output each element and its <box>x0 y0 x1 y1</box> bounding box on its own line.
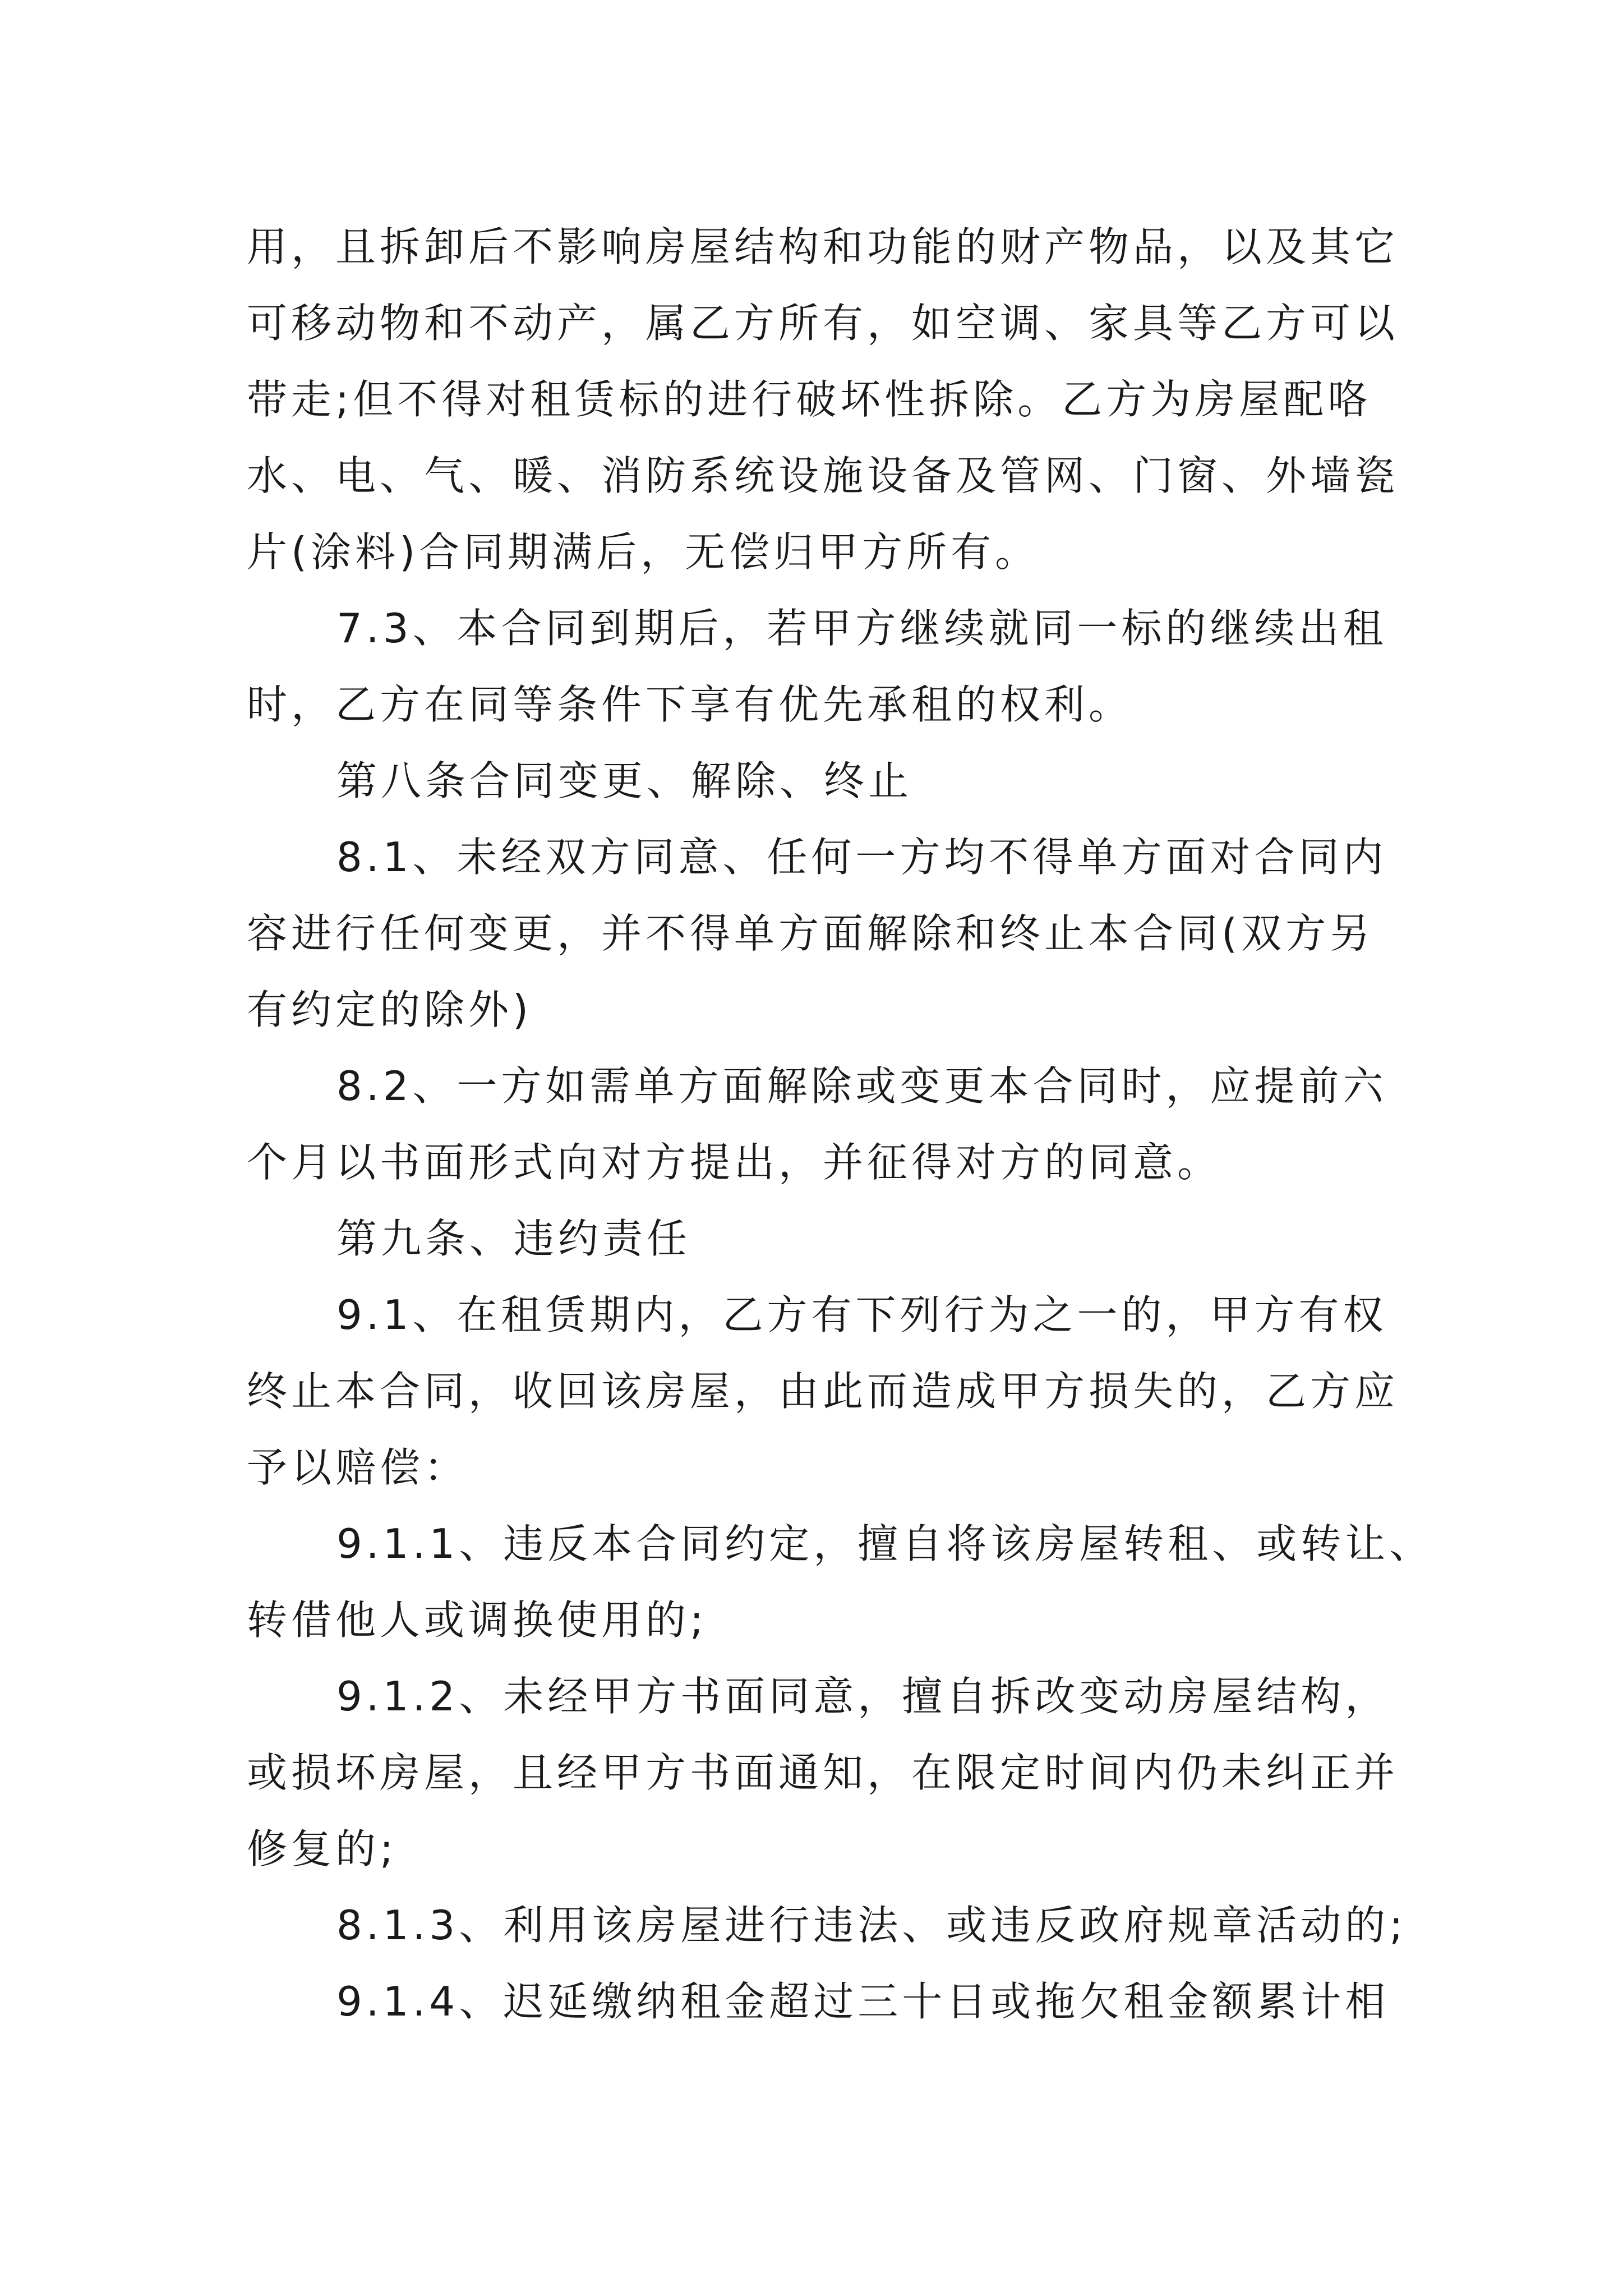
text-line: 容进行任何变更，并不得单方面解除和终止本合同(双方另 <box>247 910 1375 957</box>
text-line: 可移动物和不动产，属乙方所有，如空调、家具等乙方可以 <box>247 300 1399 347</box>
text-line: 用，且拆卸后不影响房屋结构和功能的财产物品，以及其它 <box>247 223 1399 270</box>
clause-9-1-1-line: 9.1.1、违反本合同约定，擅自将该房屋转租、或转让、 <box>336 1520 1434 1567</box>
text-line: 予以赔偿： <box>247 1444 469 1491</box>
text-line: 修复的; <box>247 1825 398 1872</box>
text-line: 终止本合同，收回该房屋，由此而造成甲方损失的，乙方应 <box>247 1368 1399 1415</box>
text-line: 个月以书面形式向对方提出，并征得对方的同意。 <box>247 1139 1222 1186</box>
clause-9-1-4-line: 9.1.4、迟延缴纳租金超过三十日或拖欠租金额累计相 <box>336 1978 1390 2025</box>
text-line: 有约定的除外) <box>247 986 533 1033</box>
clause-8-2-line: 8.2、一方如需单方面解除或变更本合同时，应提前六 <box>336 1062 1387 1110</box>
clause-7-3-line: 7.3、本合同到期后，若甲方继续就同一标的继续出租 <box>336 605 1387 652</box>
text-line: 水、电、气、暖、消防系统设施设备及管网、门窗、外墙瓷 <box>247 452 1399 499</box>
clause-9-1-line: 9.1、在租赁期内，乙方有下列行为之一的，甲方有权 <box>336 1291 1387 1338</box>
article-9-heading: 第九条、违约责任 <box>336 1215 691 1262</box>
text-line: 带走;但不得对租赁标的进行破坏性拆除。乙方为房屋配咯 <box>247 376 1372 423</box>
clause-9-1-2-line: 9.1.2、未经甲方书面同意，擅自拆改变动房屋结构， <box>336 1673 1390 1720</box>
contract-text-body <box>247 209 1434 2040</box>
clause-8-1-3-line: 8.1.3、利用该房屋进行违法、或违反政府规章活动的; <box>336 1902 1407 1949</box>
text-line: 时，乙方在同等条件下享有优先承租的权利。 <box>247 681 1133 728</box>
article-8-heading: 第八条合同变更、解除、终止 <box>336 757 913 804</box>
text-line: 或损坏房屋，且经甲方书面通知，在限定时间内仍未纠正并 <box>247 1749 1399 1796</box>
text-line: 片(涂料)合同期满后，无偿归甲方所有。 <box>247 528 1040 576</box>
text-line: 转借他人或调换使用的; <box>247 1596 708 1644</box>
clause-8-1-line: 8.1、未经双方同意、任何一方均不得单方面对合同内 <box>336 834 1387 881</box>
